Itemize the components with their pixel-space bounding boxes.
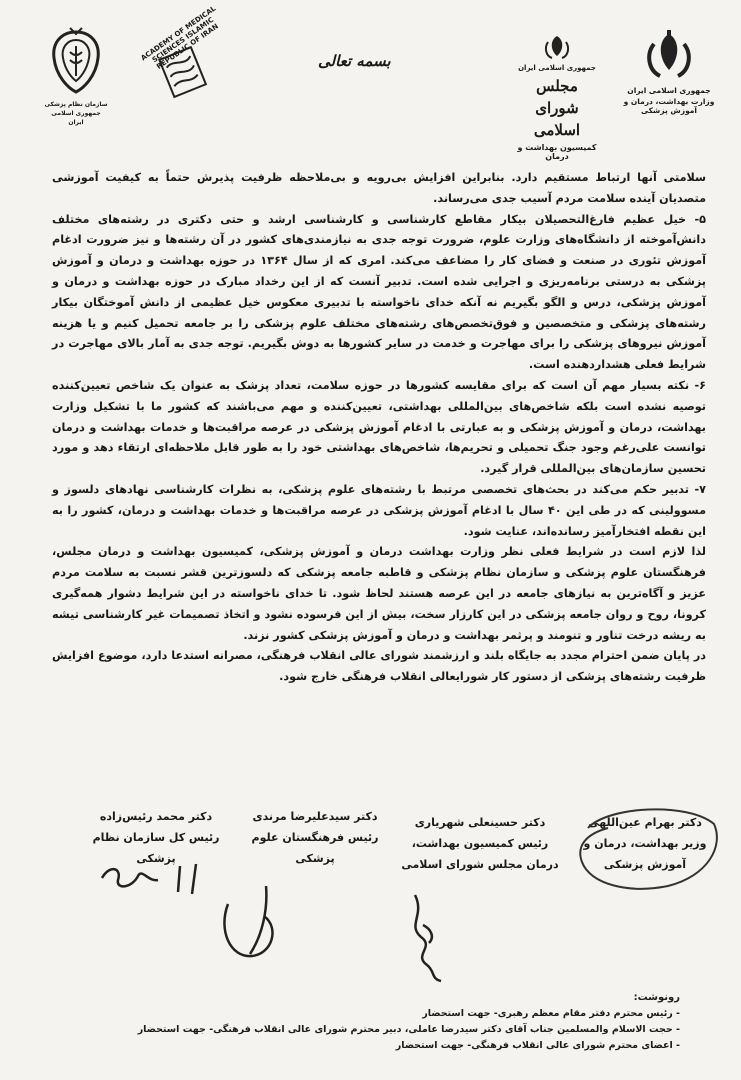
cc-item: - اعضای محترم شورای عالی انقلاب فرهنگی- جهت استحضار [395,1040,680,1051]
signatory-title: پزشکی [136,852,176,865]
signatory-name: دکتر بهرام عین‌اللهی [588,816,702,829]
parliament-caption-1: جمهوری اسلامی ایران [518,64,596,72]
paragraph-5: ۵- خیل عظیم فارغ‌التحصیلان بیکار مقاطع کارشناسی و کارشناسی ارشد و حتی دکتری در رشته‌های مختلف دانش‌آموخته از دانشگاه‌های وزارت علوم، ضرورت توجه جدی به نیازمندی‌های کشور در آن رشته‌ها و نیز ضرورت ادغام آموزش تئوری در صنعت و فضای کار را مضاعف می‌کند. امری که از سال ۱۳۶۴ در حوزه بهداشت و درمان و آموزش پزشکی به درستی برنامه‌ریزی و اجرایی شده است. تدبیر آنست که از این رخداد مبارک در حوزه بهداشت و درمان و آموزش پزشکی، درس و الگو بگیریم نه آنکه خدای ناخواسته با تدبیری معکوس خیل عظیمی از دانش آموختگان بیکار رشته‌های پزشکی و متخصصین و فوق‌تخصص‌های رشته‌های مختلف علوم پزشکی را بر جامعه تحمیل کنیم و یا هزینه آموزش نیروهای پزشکی را برای مهاجرت و خدمت در سایر کشورها به دوش بگیریم. توجه جدی به آمار بالای مهاجرت در شرایط فعلی هشداردهنده است. [52,212,707,372]
parliament-caption-2: مجلس شورای اسلامی [533,77,581,139]
ministry-logo [614,28,724,115]
signatory-title: آموزش پزشکی [603,858,687,871]
medical-council-logo [44,26,108,127]
medical-council-caption: سازمان نظام پزشکی جمهوری اسلامی ایران [44,101,108,126]
letter-body [52,168,706,688]
parliament-logo [514,32,600,161]
cc-title: رونوشت: [633,992,680,1003]
signatory-name: دکتر محمد رئیس‌زاده [99,810,213,823]
signatory-title: رئیس کمیسیون بهداشت، [411,837,549,850]
medical-council-emblem-icon [44,26,108,98]
cc-item: - رئیس محترم دفتر مقام معظم رهبری- جهت استحضار [422,1008,680,1019]
academy-head-signature-icon [210,880,310,970]
bismillah-heading: بسمه تعالی [318,52,391,70]
signatory-title: رئیس فرهنگستان علوم [251,831,379,844]
paragraph-7: ۷- تدبیر حکم می‌کند در بحث‌های تخصصی مرتبط با رشته‌های علوم پزشکی، به نظرات کارشناسی نهادهای دلسوز و مسوولینی که در طی این ۴۰ سال با ادغام آموزش پزشکی در عرصه مراقبت‌ها و خدمات بهداشت و درمان، کشور را به این نقطه افتخارآمیز رسانده‌اند، عنایت شود. [52,482,706,538]
commission-head-signature-icon [395,885,465,985]
academy-logo [128,4,238,128]
paragraph-intro: سلامتی آنها ارتباط مستقیم دارد. بنابراین افزایش بی‌رویه و بی‌ملاحظه ظرفیت پذیرش حتماً به کیفیت آموزشی متصدیان آینده سلامت مردم آسیب جدی می‌رساند. [52,171,706,205]
cc-item: - حجت الاسلام والمسلمین جناب آقای دکتر سیدرضا عاملی، دبیر محترم شورای عالی انقلاب فرهنگی- جهت استحضار [137,1024,680,1035]
paragraph-closing: در پایان ضمن احترام مجدد به جایگاه بلند و ارزشمند شورای عالی انقلاب فرهنگی، مصرانه استدعا دارد، موضوع افزایش ظرفیت رشته‌های پزشکی از دستور کار شورایعالی انقلاب فرهنگی خارج شود. [52,649,706,684]
academy-text: ACADEMY OF MEDICAL SCIENCES ISLAMIC REPUBLIC OF IRAN [139,4,220,71]
signatory-title: پزشکی [295,852,335,865]
iran-emblem-icon [514,32,600,62]
medical-council-head-signature-icon [92,858,222,898]
ministry-caption-2: وزارت بهداشت، درمان و آموزش پزشکی [623,97,715,115]
signatory-name: دکتر حسینعلی شهریاری [414,816,546,829]
letterhead [0,4,741,161]
cc-list [40,990,680,1054]
paragraph-conclusion: لذا لازم است در شرایط فعلی نظر وزارت بهداشت درمان و آموزش پزشکی، کمیسیون بهداشت و درمان مجلس، فرهنگستان علوم پزشکی و سازمان نظام پزشکی و قاطبه جامعه پزشکی که دلسوزترین قشر نسبت به سلامت مردم عزیز و آگاه‌ترین به نیازهای جامعه در این عرصه هستند لحاظ شود. تا خدای ناخواسته در این شرایط دشوار همه‌گیری کرونا، روح و روان جامعه پزشکی در این کارزار سخت، بیش از این فرسوده نشود و اتخاذ تصمیمات غیر کارشناسی تیشه به ریشه درخت تناور و تنومند و پرثمر بهداشت و درمان و آموزش پزشکی کشور نزند. [52,545,706,642]
parliament-caption-3: کمیسیون بهداشت و درمان [517,143,597,161]
minister-signature-icon [568,798,726,898]
signatory-commission-head [400,812,560,875]
signatory-title: درمان مجلس شورای اسلامی [401,858,559,871]
paragraph-6: ۶- نکته بسیار مهم آن است که برای مقایسه کشورها در حوزه سلامت، تعداد پزشک به عنوان یک شاخص تعیین‌کننده توصیه نشده است بلکه شاخص‌های بین‌المللی بهداشتی، تعیین‌کننده و مهم می‌باشند که کشور ما با تشکیل وزارت بهداشت، درمان و آموزش پزشکی و به عبارتی با ادغام آموزش پزشکی در عرصه مراقبت‌ها و خدمات بهداشت و درمان توانست علی‌رغم وجود جنگ تحمیلی و تحریم‌ها، شاخص‌های بهداشتی خود را به طور قابل ملاحظه‌ای ارتقاء دهد و مورد تحسین سازمان‌های بین‌المللی قرار گیرد. [52,378,706,476]
signatory-title: وزیر بهداشت، درمان و [583,837,707,850]
iran-emblem-icon [614,28,724,84]
signatory-academy-head [240,806,390,869]
signatory-name: دکتر سیدعلیرضا مرندی [252,810,378,823]
ministry-caption-1: جمهوری اسلامی ایران [627,86,711,95]
signatory-title: رئیس کل سازمان نظام [92,831,220,844]
